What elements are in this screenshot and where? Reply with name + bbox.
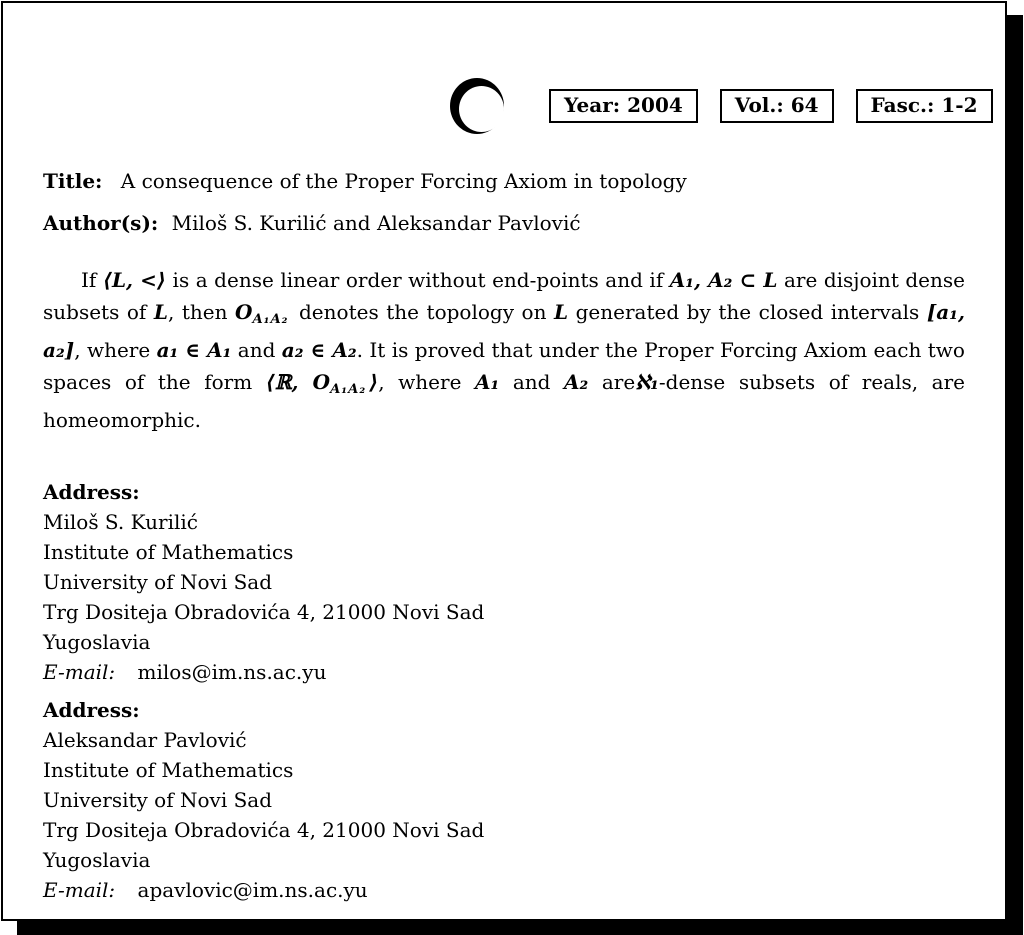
badge-row	[549, 89, 993, 123]
address-line-country: Yugoslavia	[43, 629, 151, 654]
address-line-name: Miloš S. Kurilić	[43, 509, 198, 534]
authors-line	[43, 211, 965, 235]
address-line-institute: Institute of Mathematics	[43, 757, 294, 782]
email-line	[43, 657, 965, 687]
address-line-country: Yugoslavia	[43, 847, 151, 872]
title-label: Title:	[43, 169, 103, 193]
abstract-paragraph: If ⟨L, <⟩ is a dense linear order without end-points and if A₁, A₂ ⊂ L are disjoint dense subsets of L, then $O_{A_1A_2}$ denotes the topology on L generated by the closed intervals [a₁, a₂], where a₁ ∈ A₁ and a₂ ∈ A₂. It is proved that under the Proper Forcing Axiom each two spaces of the form ⟨ℝ, $O_{A_1A_2}$ ⟩, where A₁ and A₂ areℵ₁-dense subsets of reals, are homeomorphic.	[43, 268, 966, 433]
address-line-street: Trg Dositeja Obradovića 4, 21000 Novi Sad	[43, 599, 485, 624]
email-address[interactable]: milos@im.ns.ac.yu	[137, 659, 327, 684]
page	[1, 1, 1007, 921]
year-badge: Year: 2004	[549, 89, 698, 123]
authors-label: Author(s):	[43, 211, 159, 235]
address-line-street: Trg Dositeja Obradovića 4, 21000 Novi Sad	[43, 817, 485, 842]
address-line-name: Aleksandar Pavlović	[43, 727, 247, 752]
crescent-moon-logo-icon	[449, 77, 505, 135]
address-line-university: University of Novi Sad	[43, 569, 273, 594]
address-block	[43, 477, 965, 687]
email-address[interactable]: apavlovic@im.ns.ac.yu	[137, 877, 368, 902]
address-line-institute: Institute of Mathematics	[43, 539, 294, 564]
fascicle-badge: Fasc.: 1-2	[856, 89, 993, 123]
address-label: Address:	[43, 697, 140, 722]
header	[43, 77, 978, 135]
address-label: Address:	[43, 479, 140, 504]
email-label: E-mail:	[43, 659, 116, 684]
authors-names: Miloš S. Kurilić and Aleksandar Pavlović	[171, 211, 581, 235]
title-line	[43, 169, 965, 193]
email-line	[43, 875, 965, 905]
address-block	[43, 695, 965, 905]
email-label: E-mail:	[43, 877, 116, 902]
volume-badge: Vol.: 64	[720, 89, 834, 123]
paper-title: A consequence of the Proper Forcing Axiom in topology	[120, 169, 687, 193]
address-line-university: University of Novi Sad	[43, 787, 273, 812]
